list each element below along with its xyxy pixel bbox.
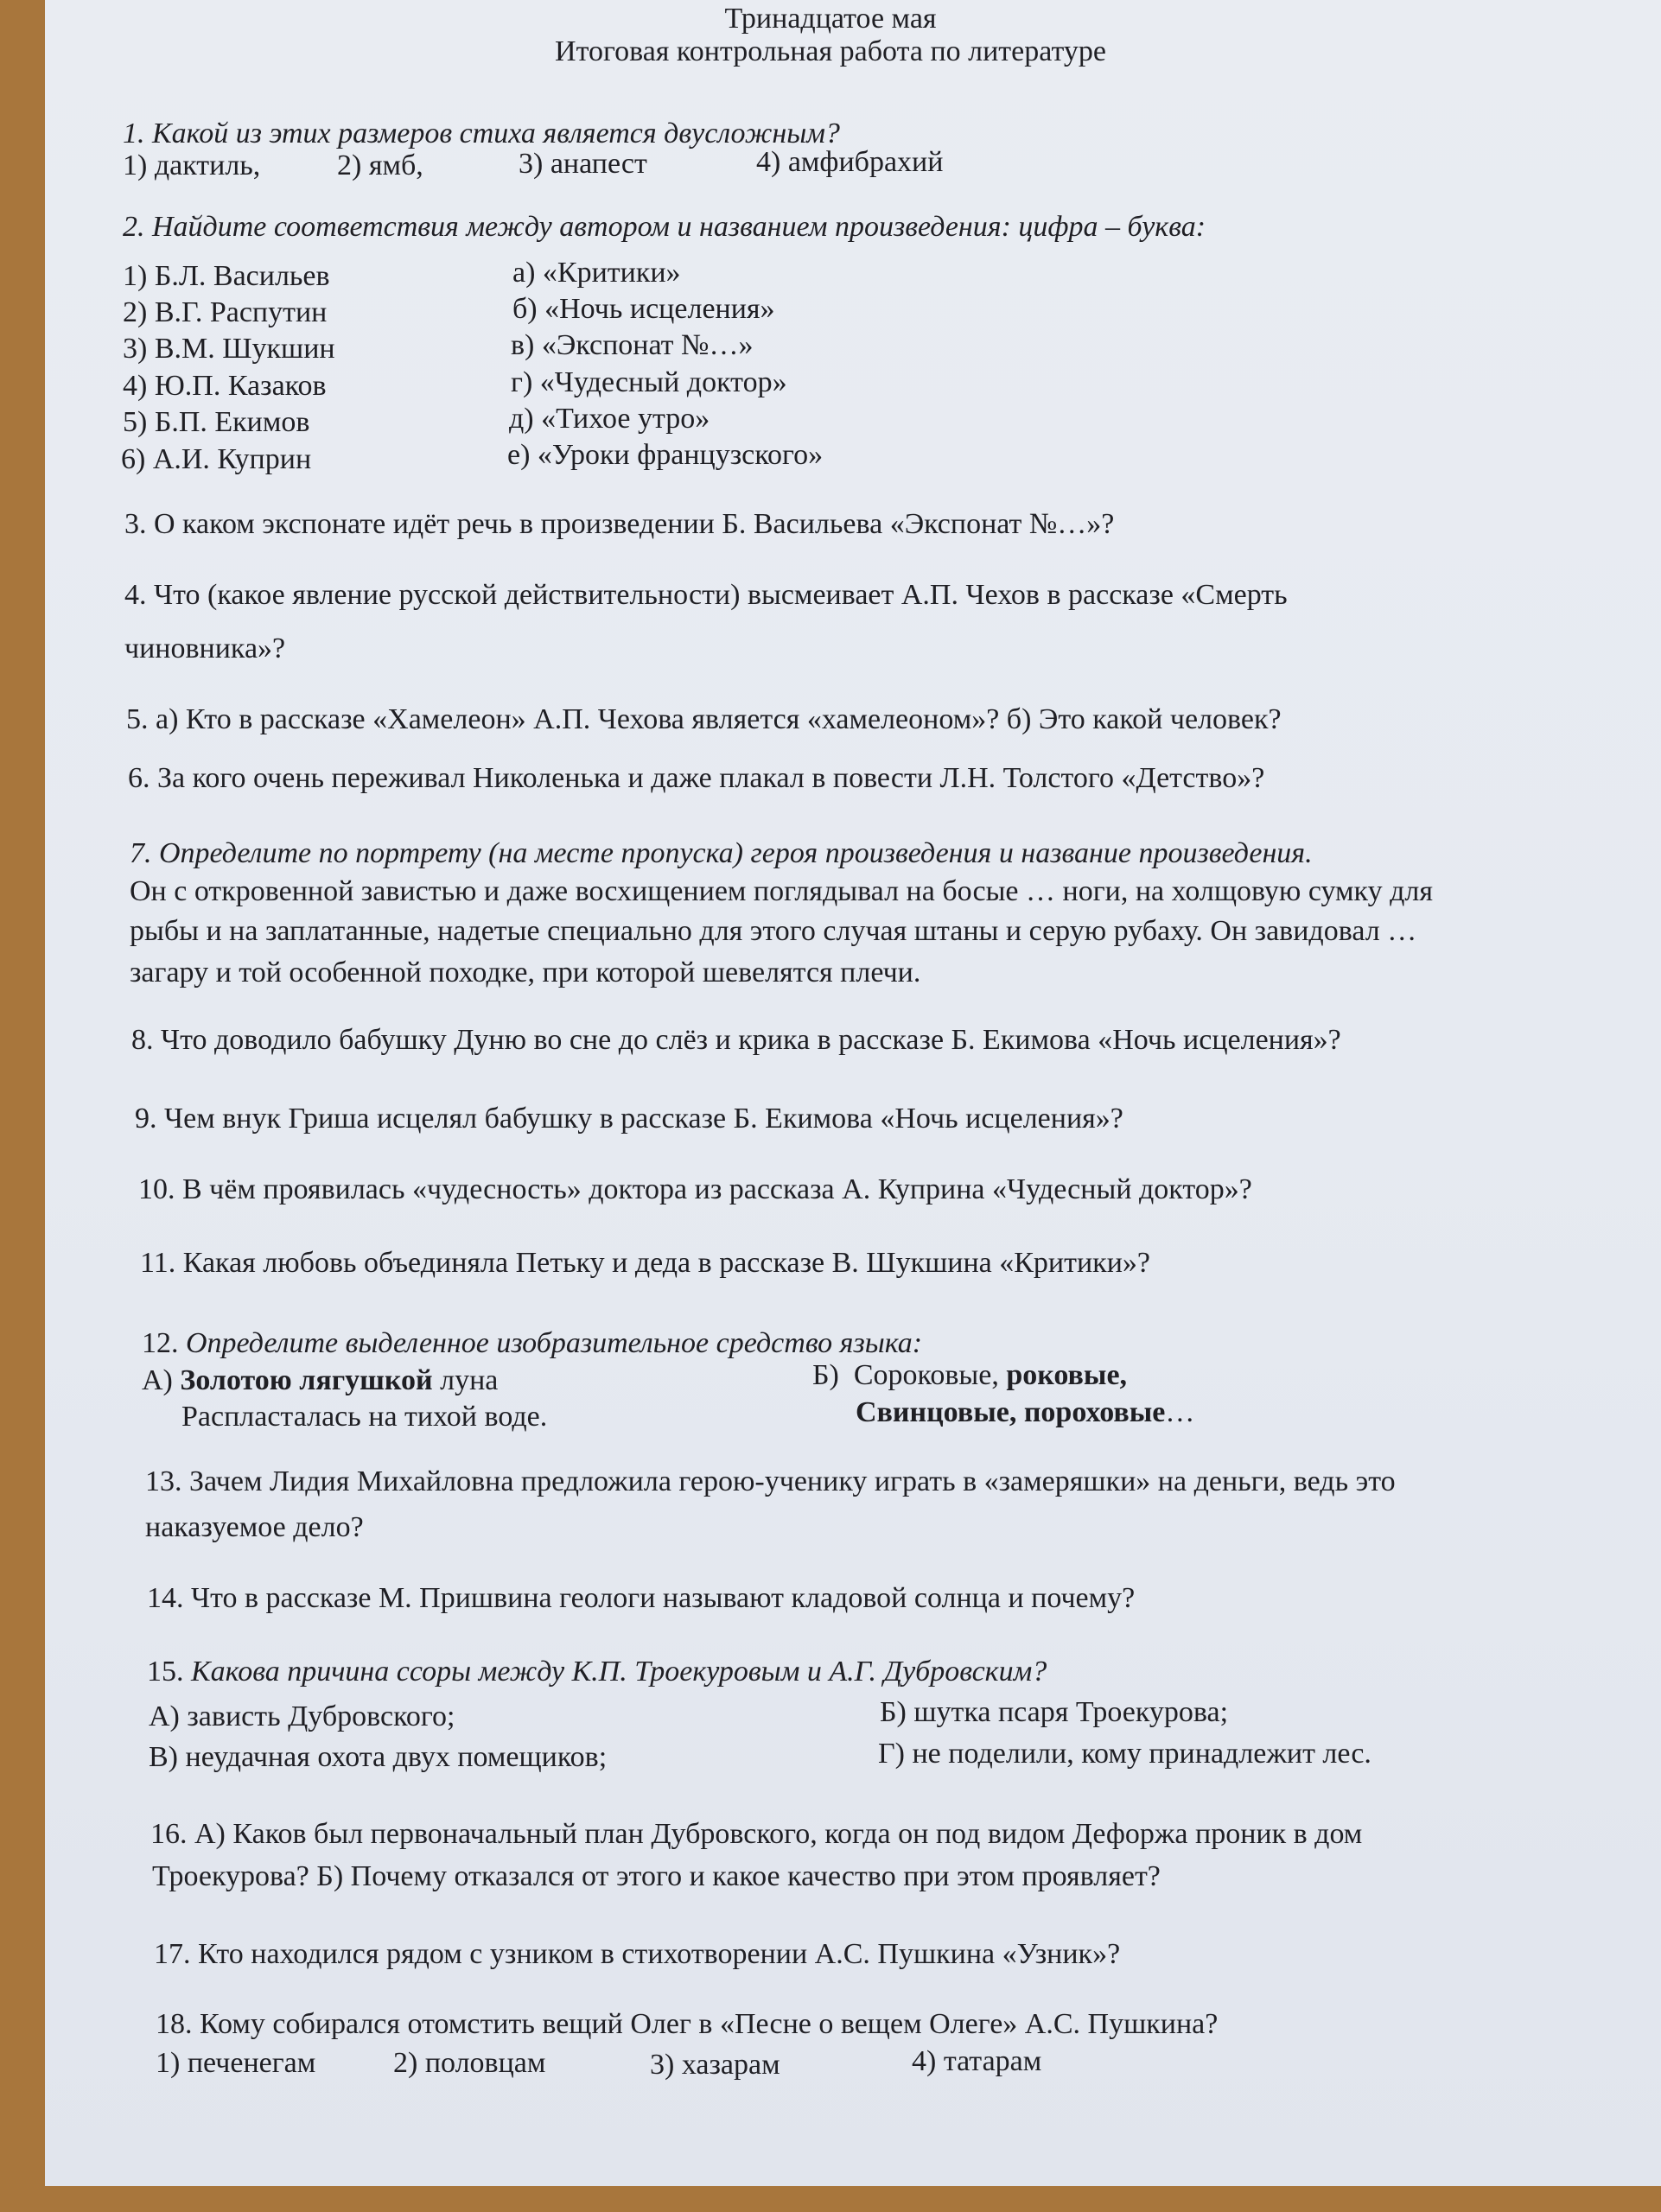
- q12-a-highlight: Золотою лягушкой: [180, 1364, 433, 1396]
- q12-a-rest: луна: [440, 1364, 499, 1396]
- q2-author: 6) А.И. Куприн: [121, 443, 312, 475]
- q15-text: Какова причина ссоры между К.П. Троекуровым и А.Г. Дубровским?: [191, 1656, 1047, 1688]
- question-3: 3. О каком экспонате идёт речь в произведении Б. Васильева «Экспонат №…»?: [124, 508, 1115, 540]
- question-12: [142, 1326, 922, 1361]
- q2-work: а) «Критики»: [512, 257, 681, 289]
- q12-a-line-2: Распласталась на тихой воде.: [181, 1401, 548, 1433]
- question-17: 17. Кто находился рядом с узником в стихотворении А.С. Пушкина «Узник»?: [154, 1938, 1121, 1970]
- q12-option-b: [812, 1358, 1127, 1393]
- q2-author: 5) Б.П. Екимов: [123, 406, 310, 438]
- question-18: 18. Кому собирался отомстить вещий Олег в «Песне о вещем Олеге» А.С. Пушкина?: [156, 2008, 1219, 2040]
- q2-author: 4) Ю.П. Казаков: [123, 370, 327, 402]
- question-8: 8. Что доводило бабушку Дуню во сне до слёз и крика в рассказе Б. Екимова «Ночь исцеления»?: [131, 1024, 1341, 1056]
- q2-work: г) «Чудесный доктор»: [511, 366, 787, 398]
- page-title: Итоговая контрольная работа по литературе: [555, 35, 1106, 67]
- question-13-line-1: 13. Зачем Лидия Михайловна предложила герою-ученику играть в «замеряшки» на деньги, ведь это: [145, 1465, 1396, 1497]
- q2-work: в) «Экспонат №…»: [511, 329, 754, 361]
- question-5: 5. а) Кто в рассказе «Хамелеон» А.П. Чехова является «хамелеоном»? б) Это какой человек?: [126, 703, 1282, 735]
- question-2: 2. Найдите соответствия между автором и названием произведения: цифра – буква:: [123, 211, 1206, 243]
- q12-b-highlight: роковые,: [1006, 1359, 1128, 1391]
- q15-option-a: А) зависть Дубровского;: [149, 1700, 455, 1732]
- q15-number: 15.: [147, 1656, 184, 1688]
- question-6: 6. За кого очень переживал Николенька и даже плакал в повести Л.Н. Толстого «Детство»?: [128, 762, 1265, 794]
- q2-author: 1) Б.Л. Васильев: [123, 260, 330, 292]
- question-13-line-2: наказуемое дело?: [145, 1511, 364, 1543]
- question-10: 10. В чём проявилась «чудесность» доктора из рассказа А. Куприна «Чудесный доктор»?: [138, 1173, 1252, 1205]
- q1-option-3: 3) анапест: [519, 148, 647, 180]
- q15-option-b: Б) шутка псаря Троекурова;: [880, 1696, 1229, 1728]
- question-1: 1. Какой из этих размеров стиха является двусложным?: [123, 118, 840, 149]
- q12-b-line-2: [856, 1395, 1194, 1430]
- q12-number: 12.: [142, 1327, 179, 1359]
- question-4-line-1: 4. Что (какое явление русской действительности) высмеивает А.П. Чехов в рассказе «Смерть: [124, 579, 1288, 611]
- q12-option-a: [142, 1363, 498, 1398]
- q12-text: Определите выделенное изобразительное средство языка:: [186, 1327, 923, 1359]
- date-heading: Тринадцатое мая: [724, 3, 937, 35]
- q1-option-2: 2) ямб,: [337, 149, 423, 181]
- question-4-line-2: чиновника»?: [124, 632, 286, 664]
- question-11: 11. Какая любовь объединяла Петьку и деда в рассказе В. Шукшина «Критики»?: [140, 1247, 1150, 1279]
- q7-passage-line: рыбы и на заплатанные, надетые специально для этого случая штаны и серую рубаху. Он завидовал …: [130, 915, 1417, 947]
- q18-option-2: 2) половцам: [393, 2047, 546, 2079]
- q12-a-label: А): [142, 1364, 173, 1396]
- q2-author: 3) В.М. Шукшин: [123, 333, 335, 365]
- q2-work: е) «Уроки французского»: [507, 439, 824, 471]
- q12-b-ellipsis: …: [1165, 1396, 1195, 1428]
- q18-option-3: 3) хазарам: [650, 2049, 780, 2081]
- q15-option-v: В) неудачная охота двух помещиков;: [149, 1741, 608, 1773]
- q15-option-g: Г) не поделили, кому принадлежит лес.: [878, 1738, 1371, 1770]
- q7-passage-line: загару и той особенной походке, при которой шевелятся плечи.: [130, 957, 921, 988]
- q12-b-label: Б): [812, 1359, 839, 1391]
- question-7: 7. Определите по портрету (на месте пропуска) героя произведения и название произведения.: [130, 837, 1313, 869]
- q18-option-4: 4) татарам: [912, 2045, 1042, 2077]
- question-9: 9. Чем внук Гриша исцелял бабушку в рассказе Б. Екимова «Ночь исцеления»?: [135, 1103, 1123, 1135]
- q1-option-4: 4) амфибрахий: [756, 146, 944, 178]
- q2-author: 2) В.Г. Распутин: [123, 296, 328, 328]
- question-14: 14. Что в рассказе М. Пришвина геологи называют кладовой солнца и почему?: [147, 1582, 1136, 1614]
- question-15: [147, 1655, 1047, 1689]
- q12-b-highlight-2: Свинцовые, пороховые: [856, 1396, 1166, 1428]
- question-16-line-1: 16. А) Каков был первоначальный план Дубровского, когда он под видом Дефоржа проник в дом: [150, 1818, 1363, 1850]
- question-16-line-2: Троекурова? Б) Почему отказался от этого и какое качество при этом проявляет?: [152, 1860, 1161, 1892]
- q18-option-1: 1) печенегам: [156, 2047, 316, 2079]
- q12-b-plain: Сороковые,: [853, 1359, 999, 1391]
- q2-work: б) «Ночь исцеления»: [512, 293, 775, 325]
- q7-passage-line: Он с откровенной завистью и даже восхищением поглядывал на босые … ноги, на холщовую сумку для: [130, 875, 1433, 907]
- q2-work: д) «Тихое утро»: [509, 403, 710, 435]
- q1-option-1: 1) дактиль,: [123, 149, 261, 181]
